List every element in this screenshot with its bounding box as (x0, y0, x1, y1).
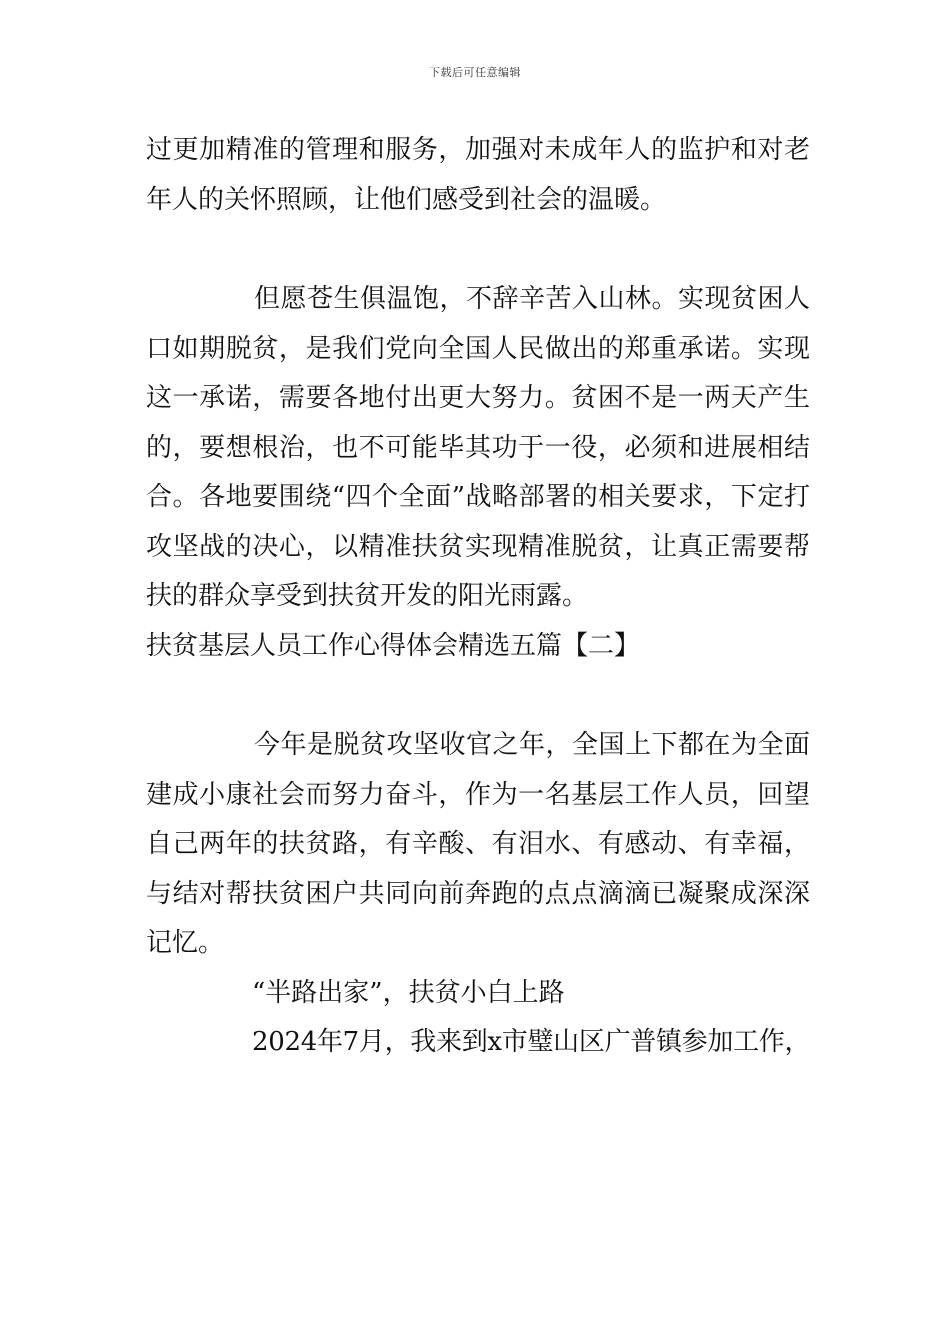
section-title: 扶贫基层人员工作心得体会精选五篇【二】 (146, 630, 641, 661)
paragraph-continuation: 过更加精准的管理和服务，加强对未成年人的监护和对老年人的关怀照顾，让他们感受到社会的温暖。 (146, 135, 810, 215)
paragraph-intro: 今年是脱贫攻坚收官之年，全国上下都在为全面建成小康社会而努力奋斗，作为一名基层工作人员，回望自己两年的扶贫路，有辛酸、有泪水、有感动、有幸福，与结对帮扶贫困户共同向前奔跑的点点滴滴已凝聚成深深记忆。 (146, 730, 810, 958)
paragraph-start-work: 2024年7月，我来到x市璧山区广普镇参加工作， (252, 1027, 811, 1057)
subheading: “半路出家”，扶贫小白上路 (252, 977, 565, 1008)
paragraph-poverty-commitment: 但愿苍生俱温饱，不辞辛苦入山林。实现贫困人口如期脱贫，是我们党向全国人民做出的郑重承诺。实现这一承诺，需要各地付出更大努力。贫困不是一两天产生的，要想根治，也不可能毕其功于一役，必须和进展相结合。各地要围绕“四个全面”战略部署的相关要求，下定打攻坚战的决心，以精准扶贫实现精准脱贫，让真正需要帮扶的群众享受到扶贫开发的阳光雨露。 (146, 284, 810, 611)
document-body (146, 126, 810, 1068)
page-header: 下载后可任意编辑 (429, 66, 521, 79)
